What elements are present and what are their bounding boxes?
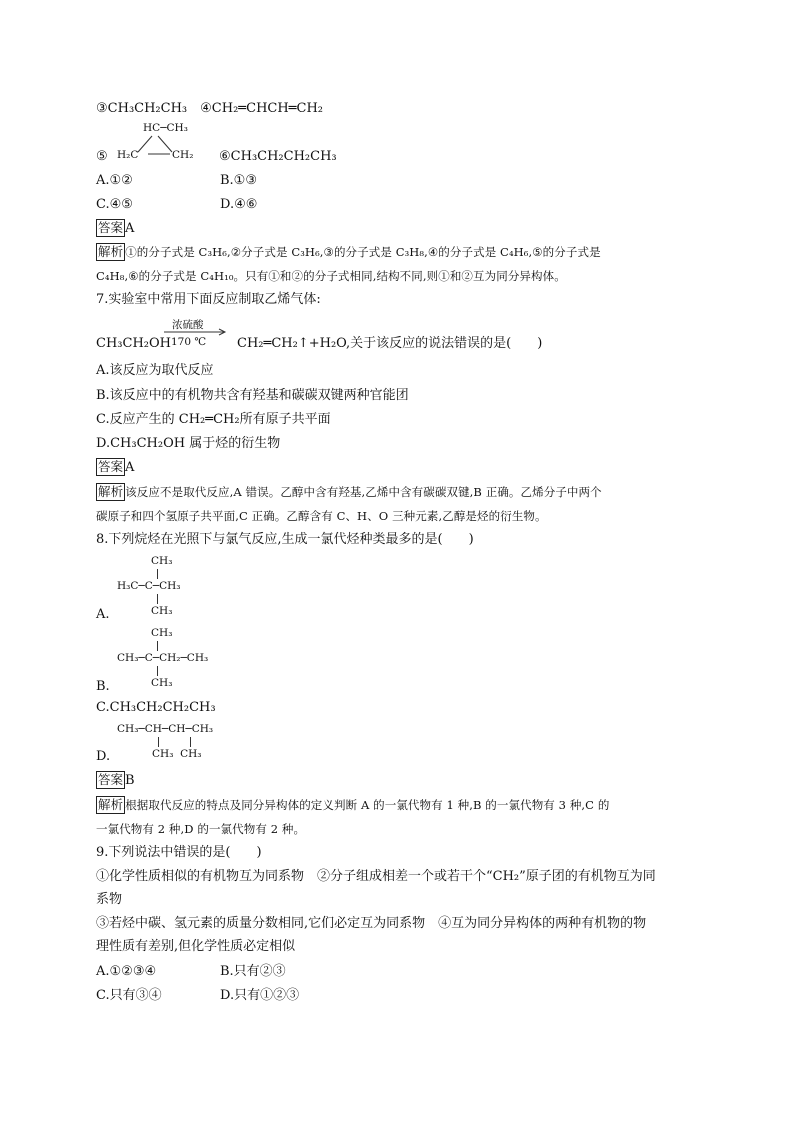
q8-a-bot: CH₃	[151, 605, 173, 617]
q8-b-bot: CH₃	[151, 677, 173, 689]
answer-value: A	[125, 221, 135, 236]
q6-cyclo-right: CH₂	[172, 149, 194, 161]
q8-b-bond-top	[157, 641, 158, 651]
q7-catalyst: 浓硫酸	[172, 319, 204, 331]
q8-b-mid: CH₃─C─CH₂─CH₃	[117, 652, 209, 664]
q8-d-bond-left	[158, 737, 159, 747]
explanation-text: 该反应不是取代反应,A 错误。乙醇中含有羟基,乙烯中含有碳碳双键,B 正确。乙烯分子中两个	[125, 485, 602, 499]
q8-option-d-label: D.	[96, 749, 111, 764]
q7-temperature: 170 ℃	[171, 336, 207, 348]
explanation-text: ①的分子式是 C₃H₆,②分子式是 C₃H₆,③的分子式是 C₃H₈,④的分子式是 C₄H₆,⑤的分子式是	[125, 245, 601, 259]
q7-explanation-2: 碳原子和四个氢原子共平面,C 正确。乙醇含有 C、H、O 三种元素,乙醇是烃的衍生物。	[96, 509, 547, 523]
q6-cyclo-left: H₂C	[117, 149, 139, 161]
q9-statement-1a: ①化学性质相似的有机物互为同系物 ②分子组成相差一个或若干个“CH₂”原子团的有机物互为同	[96, 869, 656, 884]
q9-option-d: D.只有①②③	[220, 988, 300, 1003]
q6-answer	[96, 219, 134, 239]
q8-b-bond-bottom	[157, 666, 158, 676]
q8-a-bond-top	[157, 569, 158, 579]
q6-explanation-2: C₄H₈,⑥的分子式是 C₄H₁₀。只有①和②的分子式相同,结构不同,则①和②互为同分异构体。	[96, 269, 566, 283]
q8-b-top: CH₃	[151, 627, 173, 639]
answer-tag: 答案	[98, 772, 124, 787]
explanation-text: 根据取代反应的特点及同分异构体的定义判断 A 的一氯代物有 1 种,B 的一氯代物有 3 种,C 的	[125, 798, 610, 812]
q9-statement-2a: ③若烃中碳、氢元素的质量分数相同,它们必定互为同系物 ④互为同分异构体的两种有机物的物	[96, 916, 647, 931]
answer-tag: 答案	[98, 459, 124, 474]
q9-option-a: A.①②③④	[96, 964, 157, 979]
q9-option-c: C.只有③④	[96, 988, 162, 1003]
q7-option-a: A.该反应为取代反应	[96, 363, 214, 378]
q9-option-b: B.只有②③	[220, 964, 286, 979]
q6-item5: ⑤	[96, 149, 108, 164]
explanation-tag: 解析	[98, 797, 124, 812]
q6-option-b: B.①③	[220, 173, 257, 188]
q8-option-b-label: B.	[96, 679, 110, 694]
q7-stem: 7.实验室中常用下面反应制取乙烯气体:	[96, 292, 321, 307]
q7-product: CH₂═CH₂↑+H₂O,关于该反应的说法错误的是( )	[237, 336, 543, 351]
q9-stem: 9.下列说法中错误的是( )	[96, 845, 262, 860]
answer-value: B	[125, 773, 135, 788]
q6-cyclo-top: HC─CH₃	[143, 122, 188, 134]
q8-d-mid: CH₃─CH─CH─CH₃	[117, 723, 214, 735]
q8-a-top: CH₃	[151, 555, 173, 567]
q8-d-bond-right	[190, 737, 191, 747]
explanation-tag: 解析	[98, 244, 124, 259]
q8-answer	[96, 771, 135, 791]
q7-option-c: C.反应产生的 CH₂═CH₂所有原子共平面	[96, 412, 331, 427]
reaction-arrow-icon	[164, 328, 230, 336]
q6-option-c: C.④⑤	[96, 197, 133, 212]
q6-item6: ⑥CH₃CH₂CH₂CH₃	[219, 149, 337, 164]
q6-line-items-3-4: ③CH₃CH₂CH₃ ④CH₂═CHCH═CH₂	[96, 101, 324, 116]
answer-tag: 答案	[98, 220, 124, 235]
q8-stem: 8.下列烷烃在光照下与氯气反应,生成一氯代烃种类最多的是( )	[96, 532, 474, 547]
q8-a-bond-bottom	[157, 594, 158, 604]
q8-explanation-1	[96, 795, 609, 815]
q8-a-mid: H₃C─C─CH₃	[117, 580, 181, 592]
q6-explanation-1	[96, 242, 601, 262]
q7-answer	[96, 458, 134, 478]
q6-option-d: D.④⑥	[220, 197, 258, 212]
q8-option-c: C.CH₃CH₂CH₂CH₃	[96, 700, 216, 715]
q6-option-a: A.①②	[96, 173, 133, 188]
q9-statement-1b: 系物	[96, 892, 123, 907]
q7-explanation-1	[96, 482, 602, 502]
q9-statement-2b: 理性质有差别,但化学性质必定相似	[96, 939, 296, 954]
q7-option-d: D.CH₃CH₂OH 属于烃的衍生物	[96, 436, 281, 451]
explanation-tag: 解析	[98, 484, 124, 499]
q8-d-bot: CH₃ CH₃	[152, 748, 202, 760]
q8-explanation-2: 一氯代物有 2 种,D 的一氯代物有 2 种。	[96, 822, 306, 836]
q7-option-b: B.该反应中的有机物共含有羟基和碳碳双键两种官能团	[96, 388, 409, 403]
q8-option-a-label: A.	[96, 607, 110, 622]
answer-value: A	[125, 460, 135, 475]
q7-reactant: CH₃CH₂OH	[96, 336, 171, 351]
